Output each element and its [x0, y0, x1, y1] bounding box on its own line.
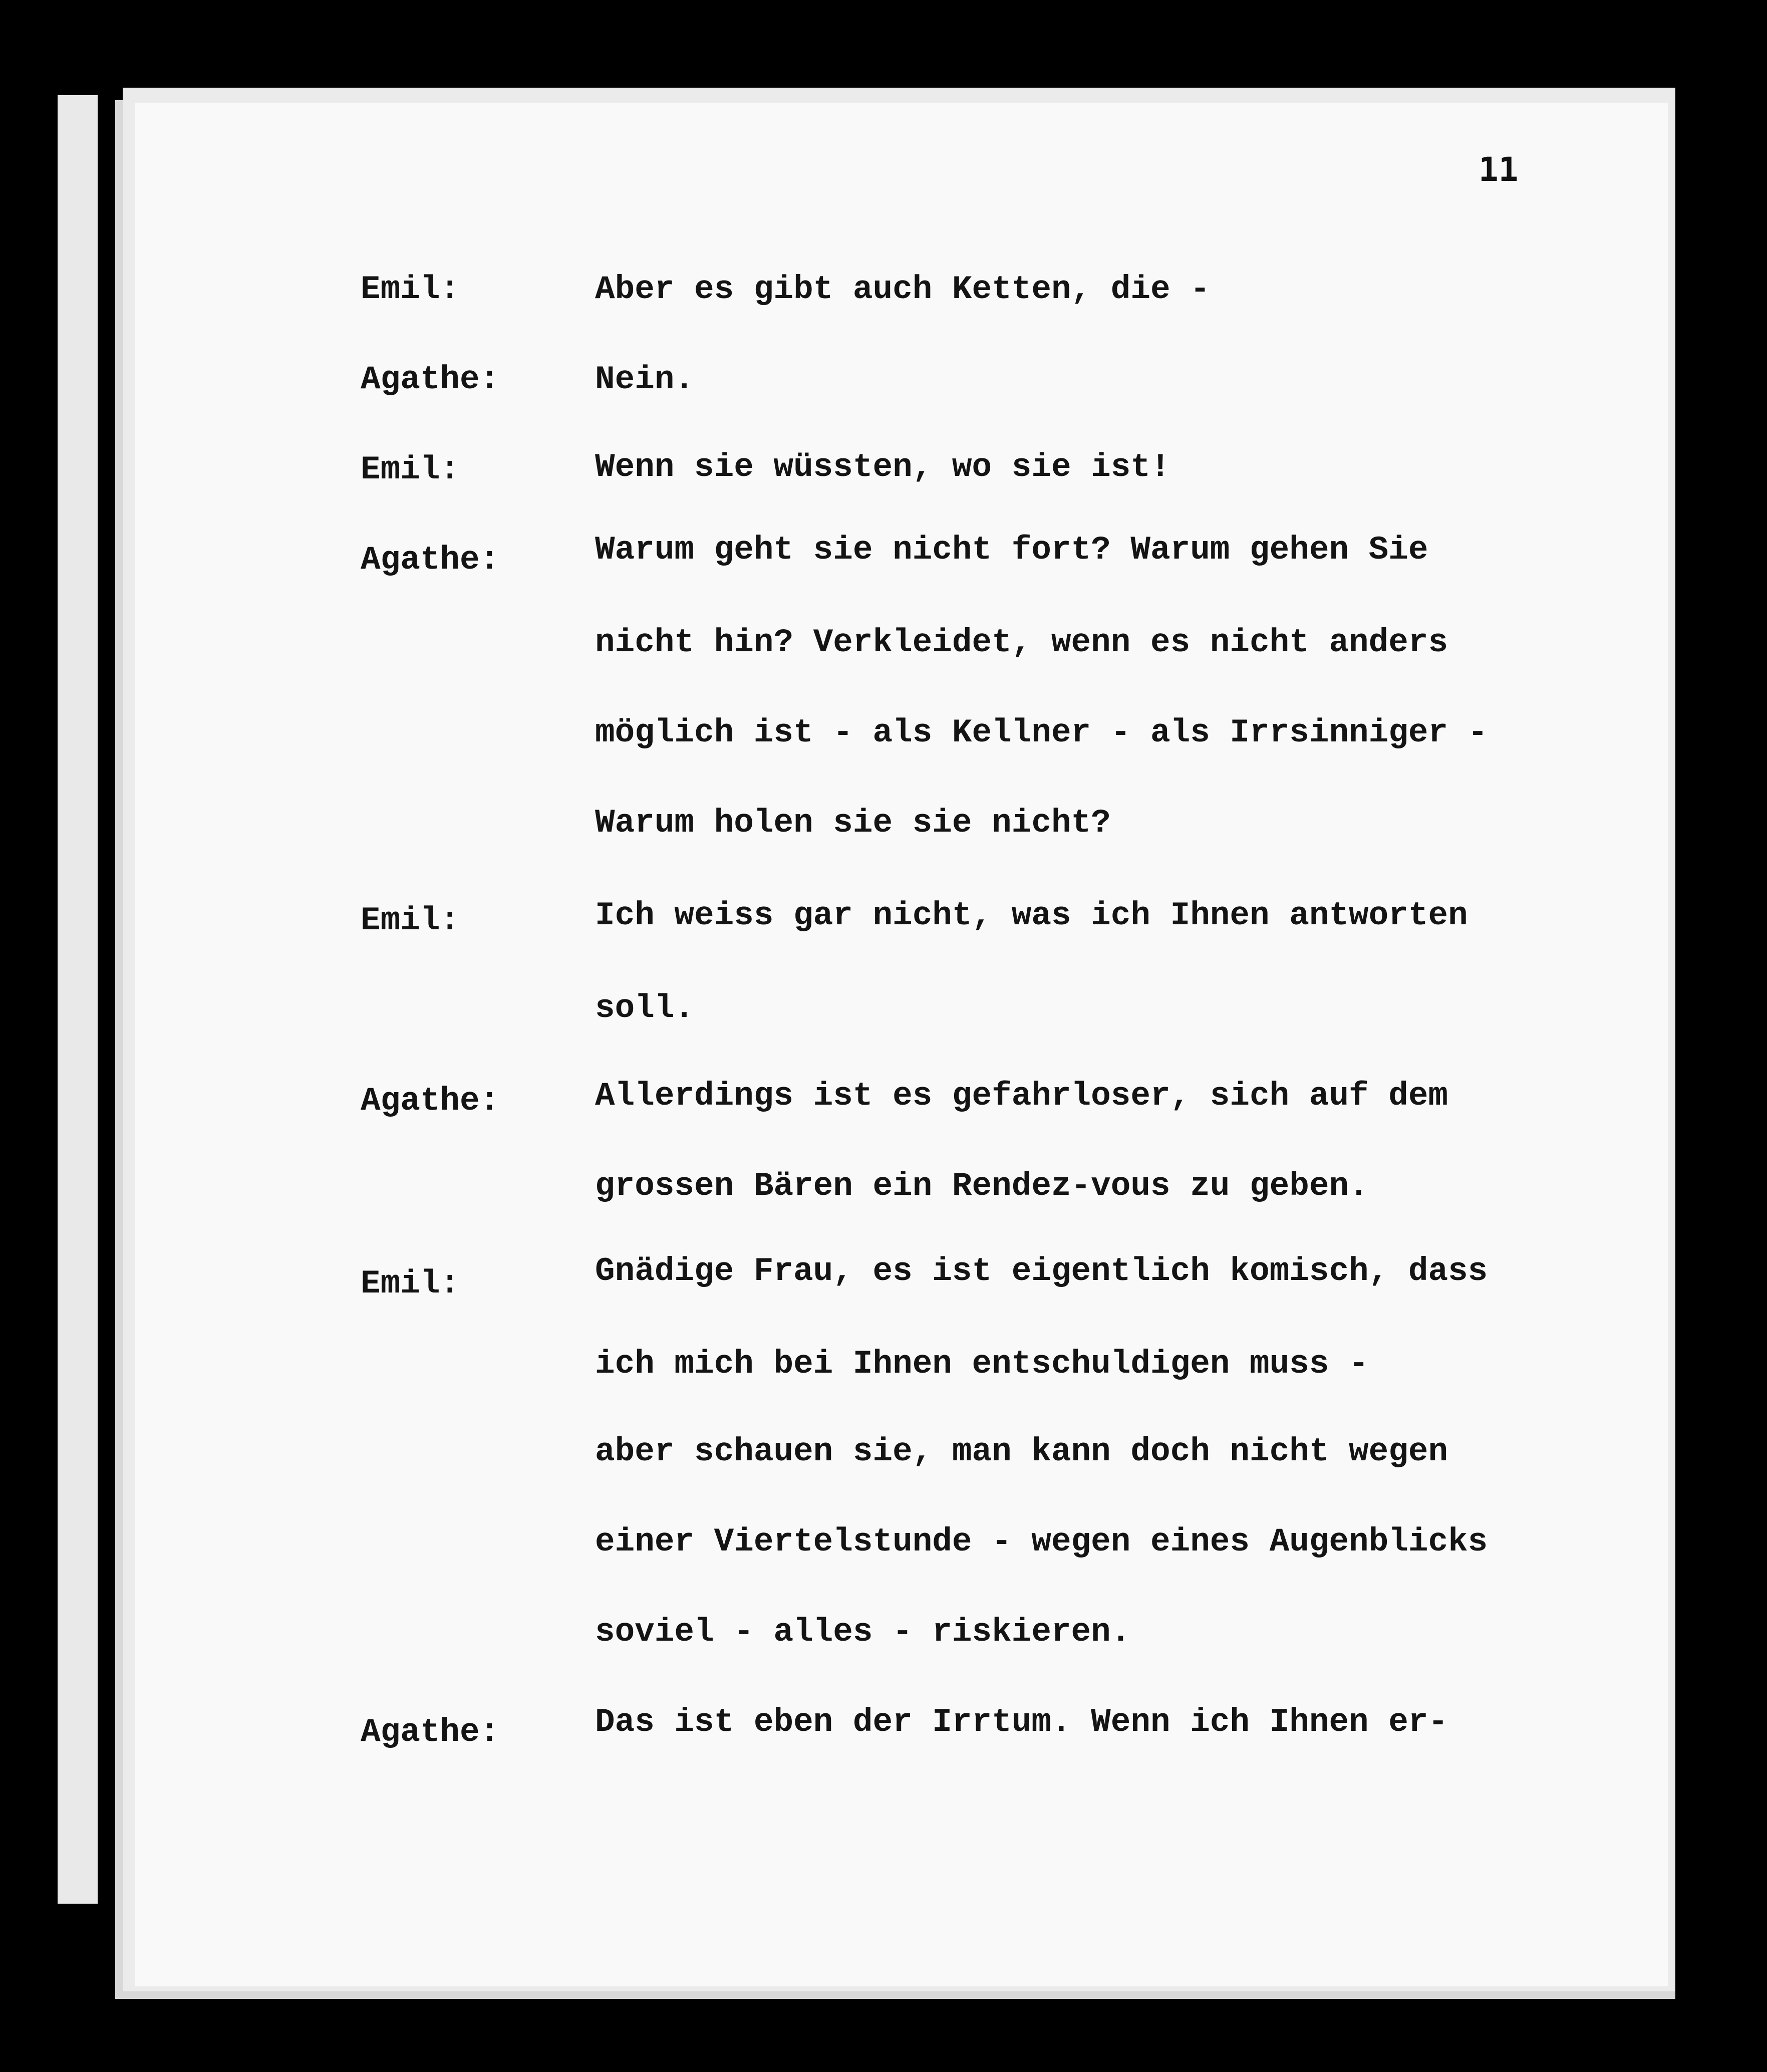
speaker-name: Emil:: [361, 451, 460, 488]
dialogue-line: ich mich bei Ihnen entschuldigen muss -: [595, 1345, 1369, 1383]
dialogue-line: soll.: [595, 989, 695, 1027]
page-number: 11: [1479, 150, 1519, 189]
speaker-name: Emil:: [361, 1265, 460, 1303]
speaker-name: Agathe:: [361, 1082, 500, 1120]
dialogue-line: Ich weiss gar nicht, was ich Ihnen antworten: [595, 897, 1468, 934]
dialogue-line: Gnädige Frau, es ist eigentlich komisch, dass: [595, 1252, 1488, 1290]
speaker-name: Agathe:: [361, 1713, 500, 1751]
dialogue-line: Warum geht sie nicht fort? Warum gehen Sie: [595, 531, 1428, 569]
dialogue-line: Nein.: [595, 361, 695, 398]
page-edge-left: [58, 95, 98, 1904]
dialogue-line: möglich ist - als Kellner - als Irrsinniger -: [595, 714, 1488, 751]
speaker-name: Agathe:: [361, 361, 500, 398]
dialogue-line: Das ist eben der Irrtum. Wenn ich Ihnen er-: [595, 1703, 1448, 1741]
speaker-name: Emil:: [361, 271, 460, 308]
dialogue-line: Allerdings ist es gefahrloser, sich auf dem: [595, 1077, 1448, 1115]
dialogue-line: soviel - alles - riskieren.: [595, 1613, 1131, 1651]
speaker-name: Emil:: [361, 902, 460, 939]
speaker-name: Agathe:: [361, 541, 500, 579]
dialogue-line: aber schauen sie, man kann doch nicht wegen: [595, 1433, 1448, 1470]
dialogue-line: Wenn sie wüssten, wo sie ist!: [595, 448, 1170, 486]
dialogue-line: nicht hin? Verkleidet, wenn es nicht anders: [595, 624, 1448, 661]
dialogue-line: Warum holen sie sie nicht?: [595, 804, 1111, 842]
dialogue-line: einer Viertelstunde - wegen eines Augenblicks: [595, 1523, 1488, 1561]
dialogue-line: grossen Bären ein Rendez-vous zu geben.: [595, 1167, 1369, 1205]
dialogue-line: Aber es gibt auch Ketten, die -: [595, 271, 1210, 308]
